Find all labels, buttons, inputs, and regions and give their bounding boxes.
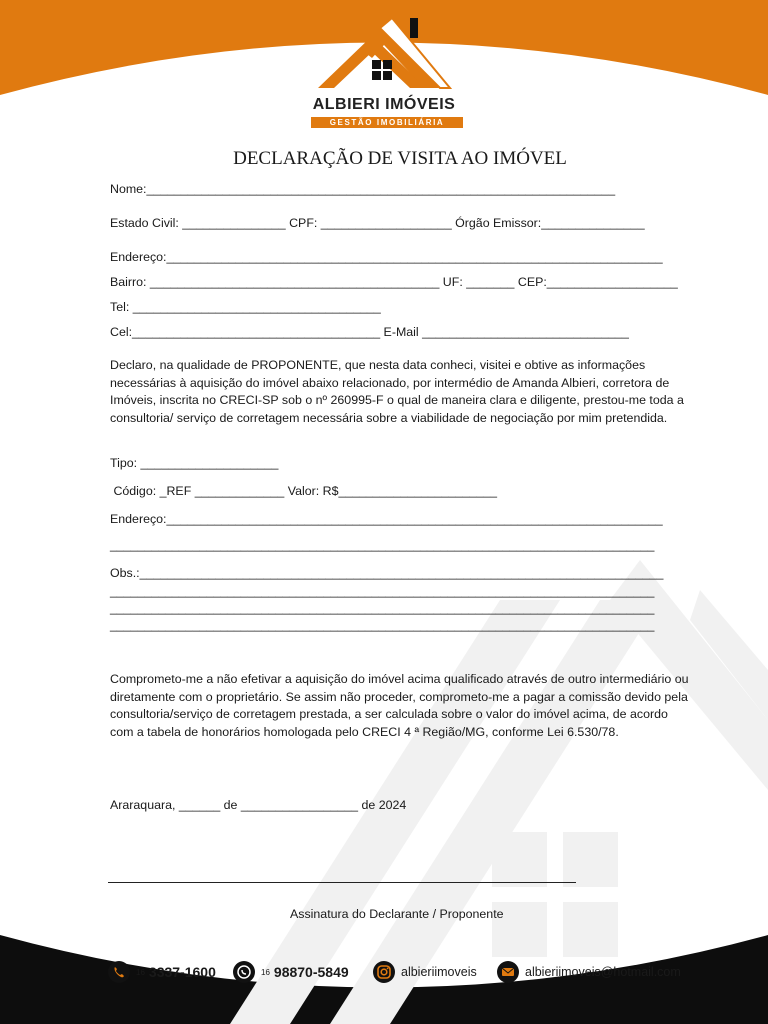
whatsapp-number: 98870-5849 <box>273 964 349 980</box>
contact-phone[interactable] <box>108 960 216 984</box>
whatsapp-area-code: 16 <box>261 967 270 977</box>
brand-tagline: GESTÃO IMOBILIÁRIA <box>311 117 463 128</box>
field-bairro-uf-cep[interactable]: Bairro: __________________________________________ UF: _______ CEP:___________________ <box>110 275 678 289</box>
field-endereco-imovel-cont[interactable]: _______________________________________________________________________________ <box>110 538 655 552</box>
field-obs-line-4[interactable]: _______________________________________________________________________________ <box>110 618 655 632</box>
phone-number: 3337-1600 <box>148 964 216 980</box>
field-endereco-imovel[interactable]: Endereço:________________________________________________________________________ <box>110 512 663 526</box>
field-endereco[interactable]: Endereço:________________________________________________________________________ <box>110 250 663 264</box>
field-cel-email[interactable]: Cel:____________________________________ E-Mail ______________________________ <box>110 325 629 339</box>
field-codigo-valor[interactable]: Código: _REF _____________ Valor: R$_______________________ <box>110 484 497 498</box>
contact-email[interactable] <box>497 960 681 984</box>
field-nome[interactable]: Nome:____________________________________________________________________ <box>110 182 616 196</box>
document-title: DECLARAÇÃO DE VISITA AO IMÓVEL <box>233 148 567 169</box>
instagram-icon <box>373 961 395 983</box>
signature-line[interactable] <box>108 882 576 883</box>
email-address: albieriimoveis@hotmail.com <box>525 965 681 979</box>
field-obs-line-2[interactable]: _______________________________________________________________________________ <box>110 584 655 598</box>
email-icon <box>497 961 519 983</box>
declaration-paragraph: Declaro, na qualidade de PROPONENTE, que nesta data conheci, visitei e obtive as informações necessárias à aquisição do imóvel abaixo relacionado, por intermédio de Amanda Albieri, corretora de Imóveis, inscrita no CRECI-SP sob o nº 260995-F o qual de maneira clara e diligente, prestou-me toda a consultoria/ serviço de corretagem necessária sobre a viabilidade de negociação por mim pretendida. <box>110 358 684 425</box>
phone-icon <box>108 961 130 983</box>
signature-label: Assinatura do Declarante / Proponente <box>290 907 504 921</box>
contact-whatsapp[interactable] <box>233 960 349 984</box>
field-tel[interactable]: Tel: ____________________________________ <box>110 300 381 314</box>
field-estado-civil-cpf-orgao[interactable]: Estado Civil: _______________ CPF: ___________________ Órgão Emissor:_______________ <box>110 216 645 230</box>
field-obs-line-3[interactable]: _______________________________________________________________________________ <box>110 601 655 615</box>
contact-instagram[interactable] <box>373 960 477 984</box>
phone-area-code: 16 <box>136 967 145 977</box>
field-tipo[interactable]: Tipo: ____________________ <box>110 456 279 470</box>
brand-name: ALBIERI IMÓVEIS <box>312 96 456 113</box>
whatsapp-icon <box>233 961 255 983</box>
commitment-paragraph: Comprometo-me a não efetivar a aquisição do imóvel acima qualificado através de outro intermediário ou diretamente com o proprietário. Se assim não proceder, comprometo-me a pagar a comissão devido pela consultoria/serviço de corretagem prestada, a ser calculada sobre o valor do imóvel acima, de acordo com a tabela de honorários homologada pelo CRECI 4 ª Região/MG, conforme Lei 6.530/78. <box>110 672 689 739</box>
field-date[interactable]: Araraquara, ______ de _________________ de 2024 <box>110 798 407 812</box>
instagram-handle: albieriimoveis <box>401 965 477 979</box>
field-obs[interactable]: Obs.:____________________________________________________________________________ <box>110 566 664 580</box>
